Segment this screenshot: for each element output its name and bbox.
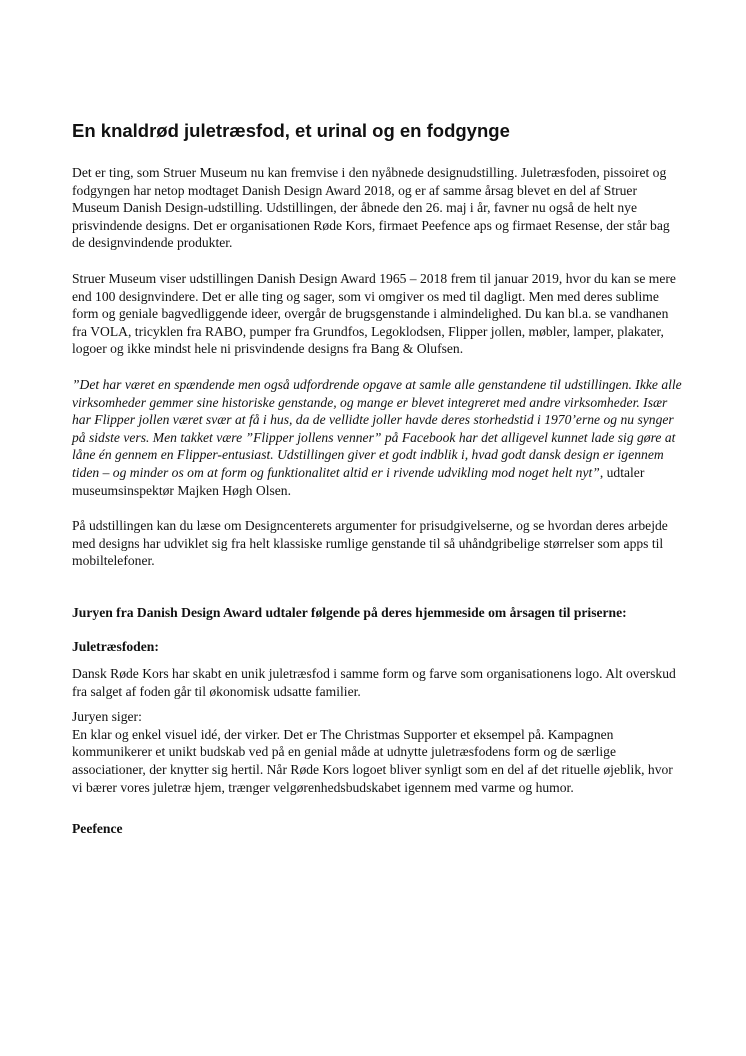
design-center-paragraph: På udstillingen kan du læse om Designcenterets argumenter for prisudgivelserne, og se hvordan deres arbejde med designs har udviklet sig fra helt klassiske rumlige genstande til så uhåndgribelige størrelser som apps til mobiltelefoner. xyxy=(72,518,668,569)
section-heading-peefence: Peefence xyxy=(72,821,123,837)
quote-paragraph xyxy=(72,376,684,499)
jury-says-label: Juryen siger: xyxy=(72,709,142,725)
jury-heading: Juryen fra Danish Design Award udtaler følgende på deres hjemmeside om årsagen til priserne: xyxy=(72,604,627,620)
section-heading-juletraesfoden: Juletræsfoden: xyxy=(72,639,159,655)
jury-says-text: En klar og enkel visuel idé, der virker. Det er The Christmas Supporter et eksempel på. Kampagnen kommunikerer et unikt budskab ved på en genial måde at udnytte juletræsfodens form og de særlige associationer, der knytter sig hertil. Når Røde Kors logoet bliver synligt som en del af det rituelle øjeblik, hvor vi bærer vores juletræ hjem, trænger velgørenhedsbudskabet igennem med varme og humor. xyxy=(72,726,673,795)
exhibition-paragraph: Struer Museum viser udstillingen Danish Design Award 1965 – 2018 frem til januar 2019, hvor du kan se mere end 100 designvindere. Det er alle ting og sager, som vi omgiver os med til dagligt. Men med deres sublime form og geniale bagvedliggende ideer, overgår de brugsgenstande i almindelighed. Du kan bl.a. se vandhanen fra VOLA, tricyklen fra RABO, pumper fra Grundfos, Legoklodsen, Flipper jollen, møbler, lamper, plakater, logoer og ikke mindst hele ni prisvindende designs fra Bang & Olufsen. xyxy=(72,270,676,357)
quote-attribution: , udtaler museumsinspektør Majken Høgh Olsen. xyxy=(72,464,645,498)
juletraesfod-description: Dansk Røde Kors har skabt en unik juletræsfod i samme form og farve som organisationens logo. Alt overskud fra salget af foden går til økonomisk udsatte familier. xyxy=(72,666,676,699)
curator-quote: ”Det har været en spændende men også udfordrende opgave at samle alle genstandene til udstillingen. Ikke alle virksomheder gemmer sine historiske genstande, og mange er blevet integreret med andre virksomheder. Især har Flipper jollen været svær at få i hus, da de vellidte joller havde deres storhedstid i 1970’erne og nu synger på sidste vers. Men takket være ”Flipper jollens venner” på Facebook har det alligevel kunnet lade sig gøre at låne én gennem en Flipper-entusiast. Udstillingen giver et godt indblik i, hvad godt dansk design er igennem tiden – og minder os om at form og funktionalitet altid er i rivende udvikling mod noget helt nyt” xyxy=(72,376,682,480)
intro-paragraph: Det er ting, som Struer Museum nu kan fremvise i den nyåbnede designudstilling. Juletræsfoden, pissoiret og fodgyngen har netop modtaget Danish Design Award 2018, og er af samme årsag blevet en del af Struer Museum Danish Design-udstilling. Udstillingen, der åbnede den 26. maj i år, favner nu også de helt nye prisvindende designs. Det er organisationen Røde Kors, firmaet Peefence aps og firmaet Resense, der står bag de designvindende produkter. xyxy=(72,165,670,251)
page-title: En knaldrød juletræsfod, et urinal og en fodgynge xyxy=(72,120,510,141)
jury-statement xyxy=(72,708,684,796)
document-page xyxy=(72,118,684,838)
